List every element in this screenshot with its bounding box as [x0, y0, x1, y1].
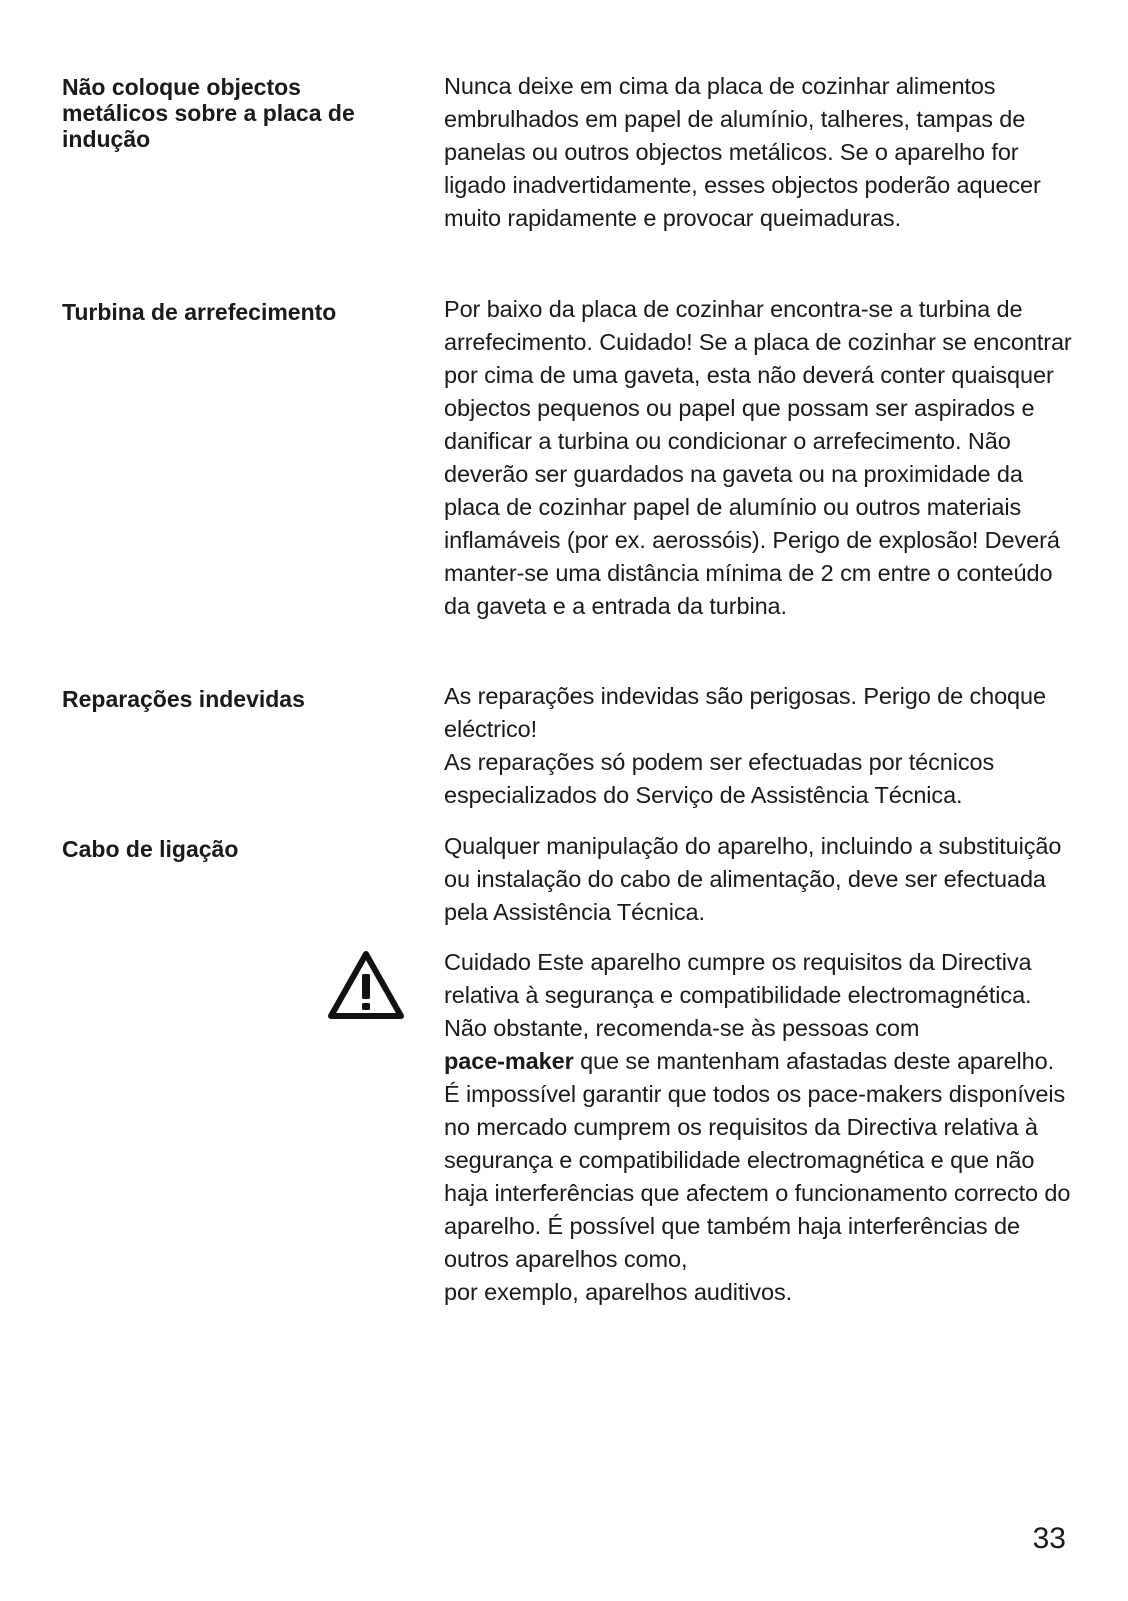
body-cooling-turbine — [444, 293, 1074, 623]
heading-cooling-turbine: Turbina de arrefecimento — [62, 299, 337, 325]
heading-improper-repairs: Reparações indevidas — [62, 686, 305, 712]
body-warning-pacemaker — [444, 946, 1074, 1309]
body-improper-repairs — [444, 680, 1074, 812]
heading-connection-cable: Cabo de ligação — [62, 836, 239, 862]
paragraph: As reparações só podem ser efectuadas por técnicos especializados do Serviço de Assistência Técnica. — [444, 749, 995, 808]
warning-paragraph-2 — [444, 1012, 1074, 1309]
page-number: 33 — [1032, 1522, 1066, 1555]
paragraph-text: que se mantenham afastadas deste aparelho. É impossível garantir que todos os pace-makers disponíveis no mercado cumprem os requisitos da Directiva relativa à segurança e compatibilidade electromagnética e que não haja interferências que afectem o funcionamento correcto do aparelho. É possível que também haja interferências de outros aparelhos como, — [444, 1048, 1071, 1272]
paragraph: As reparações indevidas são perigosas. Perigo de choque eléctrico! — [444, 683, 1046, 742]
warning-paragraph-1: Cuidado Este aparelho cumpre os requisitos da Directiva relativa à segurança e compatibilidade electromagnética. — [444, 949, 1032, 1008]
paragraph-text: Não obstante, recomenda-se às pessoas com — [444, 1015, 920, 1041]
body-metal-objects — [444, 70, 1074, 235]
paragraph: Nunca deixe em cima da placa de cozinhar alimentos embrulhados em papel de alumínio, talheres, tampas de panelas ou outros objectos metálicos. Se o aparelho for ligado inadvertidamente, esses objectos poderão aquecer muito rapidamente e provocar queimaduras. — [444, 73, 1041, 231]
warning-triangle-icon — [327, 950, 405, 1020]
heading-metal-objects: Não coloque objectos metálicos sobre a placa de indução — [62, 74, 355, 152]
paragraph: Qualquer manipulação do aparelho, incluindo a substituição ou instalação do cabo de alimentação, deve ser efectuada pela Assistência Técnica. — [444, 833, 1062, 925]
body-connection-cable — [444, 830, 1074, 929]
paragraph-text: por exemplo, aparelhos auditivos. — [444, 1279, 793, 1305]
pace-maker-term: pace-maker — [444, 1048, 574, 1074]
paragraph: Por baixo da placa de cozinhar encontra-se a turbina de arrefecimento. Cuidado! Se a placa de cozinhar se encontrar por cima de uma gaveta, esta não deverá conter quaisquer objectos pequenos ou papel que possam ser aspirados e danificar a turbina ou condicionar o arrefecimento. Não deverão ser guardados na gaveta ou na proximidade da placa de cozinhar papel de alumínio ou outros materiais inflamáveis (por ex. aerossóis). Perigo de explosão! Deverá manter-se uma distância mínima de 2 cm entre o conteúdo da gaveta e a entrada da turbina. — [444, 296, 1072, 619]
